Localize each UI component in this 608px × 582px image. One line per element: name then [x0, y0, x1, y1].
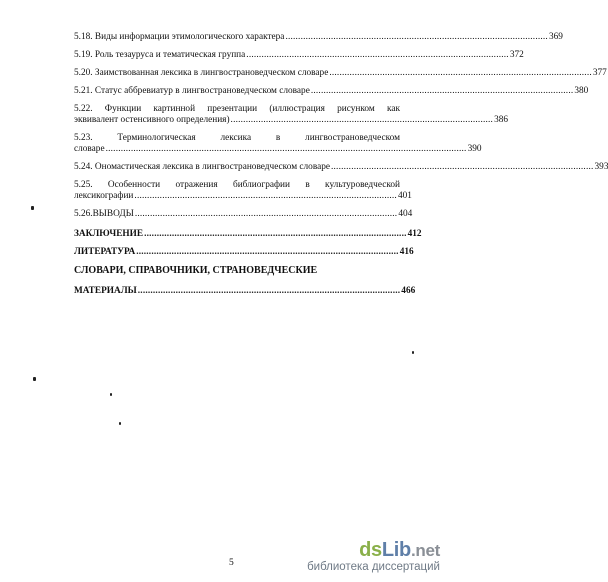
toc-entry-title-line2: эквивалент остенсивного определения) [74, 115, 230, 125]
toc-entry-title: ЗАКЛЮЧЕНИЕ [74, 229, 144, 239]
toc-entry-title: 5.19. Роль тезауруса и тематическая группа [74, 50, 246, 60]
toc-entry-title: 5.21. Статус аббревиатур в лингвострановедческом словаре [74, 86, 310, 96]
table-of-contents [74, 32, 608, 297]
toc-entry-page: 393 [594, 162, 608, 172]
toc-entry-title-line2: МАТЕРИАЛЫ [74, 286, 137, 296]
toc-entry-5-26[interactable] [74, 209, 413, 220]
toc-entry-5-22[interactable] [74, 104, 509, 126]
toc-leader-dots: ........................................................................................................ [134, 209, 398, 219]
toc-entry-5-21[interactable] [74, 86, 589, 97]
toc-entry-title-line1: 5.22. Функции картинной презентации (иллюстрация рисунком как [74, 104, 400, 114]
dslib-watermark[interactable] [307, 540, 440, 574]
toc-entry-title: ЛИТЕРАТУРА [74, 247, 136, 257]
toc-entry-title-line1: 5.25. Особенности отражения библиографии в культуроведческой [74, 180, 400, 190]
toc-entry-page: 369 [548, 32, 563, 42]
toc-entry-title-line2: словаре [74, 144, 105, 154]
toc-entry-page: 404 [398, 209, 413, 219]
toc-leader-dots: ........................................................................................................ [136, 247, 399, 257]
toc-leader-dots: ........................................................................................................ [331, 162, 594, 172]
toc-entry-title: 5.18. Виды информации этимологического характера [74, 32, 285, 42]
scan-speck [110, 393, 112, 396]
toc-entry-page: 401 [397, 191, 412, 201]
toc-entry-line2 [74, 115, 509, 126]
toc-entry-5-23[interactable] [74, 133, 482, 155]
toc-entry-page: 390 [467, 144, 482, 154]
toc-entry-5-24[interactable] [74, 162, 608, 173]
toc-entry-dictionaries[interactable] [74, 265, 416, 297]
toc-entry-5-18[interactable] [74, 32, 563, 43]
scan-speck [119, 422, 121, 425]
toc-leader-dots: ........................................................................................................ [134, 191, 397, 201]
scan-speck [412, 351, 414, 354]
toc-entry-5-25[interactable] [74, 180, 412, 202]
toc-entry-title-line2: лексикографии [74, 191, 134, 201]
toc-entry-page: 372 [509, 50, 524, 60]
toc-entry-title: 5.20. Заимствованная лексика в лингвострановедческом словаре [74, 68, 329, 78]
toc-leader-dots: ........................................................................................................ [285, 32, 548, 42]
toc-leader-dots: ........................................................................................................ [310, 86, 574, 96]
toc-entry-line2 [74, 144, 482, 155]
toc-entry-5-20[interactable] [74, 68, 607, 79]
toc-entry-line2 [74, 191, 412, 202]
toc-entry-5-19[interactable] [74, 50, 524, 61]
dslib-logo: dsLib.net [359, 539, 440, 561]
toc-entry-page: 416 [399, 247, 414, 257]
toc-leader-dots: ........................................................................................................ [246, 50, 509, 60]
scan-speck [31, 206, 34, 210]
toc-leader-dots: ........................................................................................................ [230, 115, 494, 125]
toc-entry-line2 [74, 286, 416, 297]
toc-entry-literature[interactable] [74, 247, 414, 258]
toc-leader-dots: ............................................................................................................................................... [105, 144, 467, 154]
toc-entry-title: 5.26.ВЫВОДЫ [74, 209, 134, 219]
toc-entry-title: 5.24. Ономастическая лексика в лингвострановедческом словаре [74, 162, 330, 172]
toc-entry-title-line1: СЛОВАРИ, СПРАВОЧНИКИ, СТРАНОВЕДЧЕСКИЕ [74, 265, 318, 276]
scan-speck [33, 377, 36, 381]
toc-leader-dots: ........................................................................................................ [144, 229, 407, 239]
toc-entry-title-line1: 5.23. Терминологическая лексика в лингвострановедческом [74, 133, 400, 143]
toc-leader-dots: ........................................................................................................ [137, 286, 401, 296]
toc-entry-page: 386 [494, 115, 509, 125]
toc-entry-page: 380 [574, 86, 589, 96]
toc-leader-dots: ........................................................................................................ [329, 68, 592, 78]
toc-entry-conclusion[interactable] [74, 229, 422, 240]
toc-entry-page: 412 [407, 229, 422, 239]
toc-entry-page: 466 [401, 286, 416, 296]
page-number: 5 [229, 558, 234, 568]
toc-entry-page: 377 [592, 68, 607, 78]
watermark-subtitle: библиотека диссертаций [307, 561, 440, 573]
